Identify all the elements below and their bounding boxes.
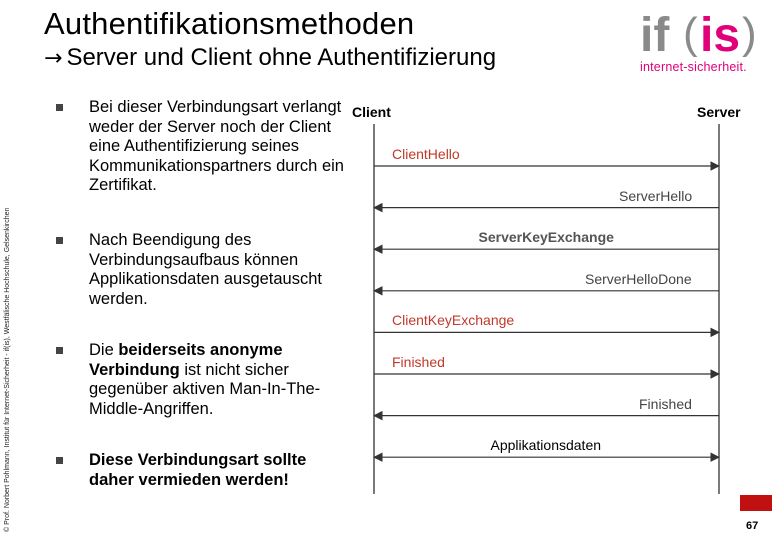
bullet-text [89, 98, 345, 196]
logo-tagline: internet-sicherheit. [640, 60, 747, 74]
bullet-item-1 [50, 98, 345, 196]
bullet-text [89, 231, 345, 309]
message-label: Finished [392, 354, 445, 370]
server-label: Server [697, 104, 741, 120]
message-label: ClientHello [392, 146, 460, 162]
message-label: ClientKeyExchange [392, 312, 515, 329]
bullet-text [89, 451, 345, 490]
message-label: ServerHelloDone [585, 270, 692, 287]
bullet-text-part: beiderseits anonyme Verbindung [89, 341, 283, 379]
copyright-note: © Prof. Norbert Pohlmann, Institut für Internet-Sicherheit - if(is), Westfälische Hochschule, Gelsenkirchen [4, 207, 11, 532]
slide-title: Authentifikationsmethoden [44, 6, 415, 41]
handshake-diagram [345, 98, 765, 498]
bullet-square-icon [56, 104, 63, 111]
message-label: Finished [639, 395, 692, 412]
footer-accent-box [740, 495, 772, 511]
message-label: ServerHello [619, 187, 693, 204]
arrow-right-icon: → [44, 46, 63, 71]
bullet-square-icon [56, 457, 63, 464]
page-number: 67 [746, 520, 759, 532]
message-label: ServerKeyExchange [478, 229, 614, 246]
logo-if-text: if [640, 9, 670, 62]
bullet-item-2 [50, 231, 345, 309]
bullet-text-part: Die [89, 341, 119, 359]
logo-is-text: is [700, 9, 741, 62]
bullet-square-icon [56, 237, 63, 244]
bullet-text-part: ist nicht sicher gegenüber aktiven Man-In-The-Middle-Angriffen. [89, 360, 321, 418]
logo-paren-left: ( [683, 9, 698, 58]
bullet-text-part: Bei dieser Verbindungsart verlangt weder der Server noch der Client eine Authentifizierung seines Kommunikationspartners durch ein Zertifikat. [89, 98, 344, 194]
bullet-text-part: Diese Verbindungsart sollte daher vermieden werden! [89, 451, 307, 489]
subtitle-text: Server und Client ohne Authentifizierung [66, 44, 497, 71]
logo-paren-right: ) [742, 9, 757, 58]
bullet-item-3 [50, 341, 345, 419]
bullet-square-icon [56, 347, 63, 354]
client-label: Client [352, 104, 391, 120]
slide-subtitle [44, 44, 496, 72]
bullet-text [89, 341, 345, 419]
bullet-text-part: Nach Beendigung des Verbindungsaufbaus können Applikationsdaten ausgetauscht werden. [89, 231, 322, 308]
bullet-item-4 [50, 451, 345, 490]
message-label: Applikationsdaten [490, 437, 602, 454]
